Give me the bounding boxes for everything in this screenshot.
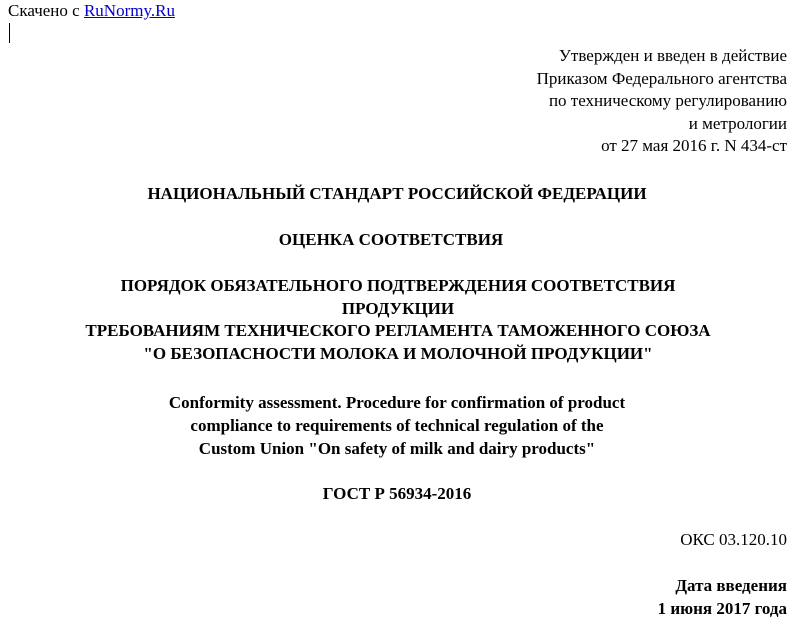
procedure-line: ПРОДУКЦИИ (341, 298, 455, 318)
gost-number: ГОСТ Р 56934-2016 (322, 484, 472, 503)
national-standard-title: НАЦИОНАЛЬНЫЙ СТАНДАРТ РОССИЙСКОЙ ФЕДЕРАЦИИ (147, 184, 647, 203)
assessment-title: ОЦЕНКА СООТВЕТСТВИЯ (278, 230, 504, 249)
approval-line: Приказом Федерального агентства (536, 68, 787, 88)
procedure-title (3, 275, 790, 365)
procedure-line: "О БЕЗОПАСНОСТИ МОЛОКА И МОЛОЧНОЙ ПРОДУКЦИИ" (143, 343, 653, 363)
approval-line: по техническому регулированию (548, 91, 787, 110)
procedure-line: ТРЕБОВАНИЯМ ТЕХНИЧЕСКОГО РЕГЛАМЕНТА ТАМОЖЕННОГО СОЮЗА (85, 321, 711, 340)
english-line: Conformity assessment. Procedure for confirmation of product (168, 393, 626, 412)
intro-date-block (658, 575, 787, 620)
intro-date-value: 1 июня 2017 года (657, 598, 787, 618)
approval-line: Утвержден и введен в действие (558, 46, 787, 65)
english-line: Custom Union "On safety of milk and dairy products" (198, 439, 596, 458)
intro-date-label: Дата введения (675, 576, 787, 595)
approval-block (537, 45, 787, 158)
oks-code: ОКС 03.120.10 (680, 530, 787, 549)
english-title (2, 391, 790, 460)
procedure-line: ПОРЯДОК ОБЯЗАТЕЛЬНОГО ПОДТВЕРЖДЕНИЯ СООТВЕТСТВИЯ (120, 276, 676, 295)
source-prefix: Скачено с (8, 1, 84, 20)
english-line: compliance to requirements of technical regulation of the (190, 416, 604, 435)
source-line (8, 1, 175, 21)
source-link[interactable]: RuNormy.Ru (83, 1, 175, 20)
text-cursor (9, 23, 10, 43)
approval-line: и метрологии (688, 113, 787, 133)
approval-line: от 27 мая 2016 г. N 434-ст (601, 136, 787, 155)
